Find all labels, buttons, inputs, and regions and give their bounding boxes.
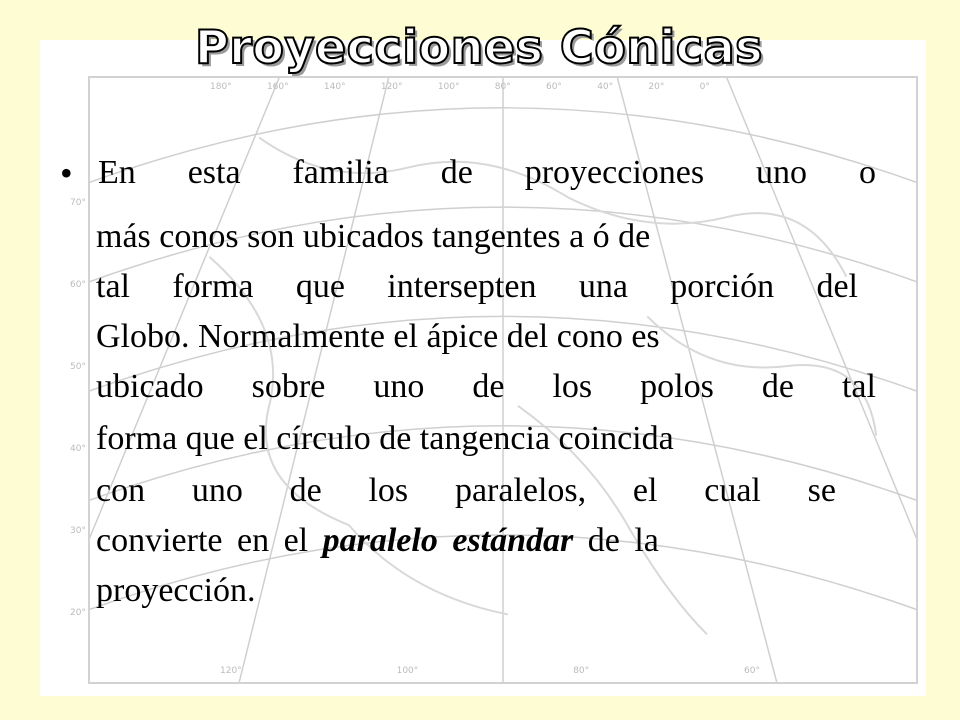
bullet-marker: • [60, 153, 73, 193]
body-line-2: más conos son ubicados tangentes a ó de [96, 218, 651, 255]
body-word: polos [640, 368, 714, 405]
map-bottom-labels [220, 666, 760, 676]
body-text: convierte en el [96, 522, 309, 559]
map-label: 100° [437, 82, 460, 92]
map-label: 120° [220, 666, 242, 676]
body-word: o [858, 154, 876, 191]
body-line-5 [96, 368, 876, 406]
body-word: En [98, 154, 136, 191]
body-word: del [816, 268, 858, 305]
map-label: 180° [210, 82, 232, 92]
body-text: de la [587, 522, 659, 559]
body-word: cual [704, 472, 761, 509]
map-left-labels [70, 198, 86, 618]
body-word: intersepten [387, 268, 537, 305]
body-word: de [472, 368, 505, 405]
body-line-7 [96, 472, 836, 510]
map-label: 20° [70, 608, 86, 618]
body-word: paralelos, [454, 472, 587, 509]
body-word: uno [373, 368, 425, 405]
body-word: de [761, 368, 794, 405]
body-word: se [807, 472, 836, 509]
body-line-4: Globo. Normalmente el ápice del cono es [96, 318, 660, 355]
body-word: sobre [251, 368, 326, 405]
body-word: el [632, 472, 658, 509]
body-line-9: proyección. [96, 572, 256, 609]
map-label: 60° [545, 82, 562, 92]
body-line-8 [96, 522, 659, 560]
body-word: que [295, 268, 345, 305]
emphasis-term: paralelo estándar [322, 522, 574, 559]
body-word: forma [172, 268, 254, 305]
map-label: 50° [70, 362, 86, 372]
body-word: los [552, 368, 593, 405]
slide-title: Proyecciones Cónicas [195, 20, 763, 74]
body-word: proyecciones [524, 154, 705, 191]
body-word: los [368, 472, 409, 509]
body-word: con [96, 472, 146, 509]
body-line-1 [98, 154, 876, 192]
map-label: 70° [70, 198, 86, 208]
body-word: de [289, 472, 322, 509]
body-word: porción [670, 268, 775, 305]
body-word: ubicado [96, 368, 204, 405]
map-label: 40° [597, 82, 614, 92]
body-word: de [440, 154, 473, 191]
map-label: 20° [648, 82, 665, 92]
map-label: 60° [744, 666, 760, 676]
body-word: uno [191, 472, 243, 509]
map-label: 40° [70, 444, 86, 454]
body-word: tal [96, 268, 130, 305]
body-word: esta [187, 154, 241, 191]
body-word: uno [756, 154, 808, 191]
map-label: 160° [266, 82, 289, 92]
body-line-6: forma que el círculo de tangencia coincida [96, 420, 674, 457]
body-word: una [578, 268, 628, 305]
map-label: 80° [573, 666, 590, 676]
body-line-3 [96, 268, 858, 306]
map-label: 100° [396, 666, 419, 676]
body-word: tal [841, 368, 876, 405]
map-label: 0° [699, 82, 710, 92]
map-top-labels [210, 82, 710, 92]
body-word: familia [292, 154, 389, 191]
map-label: 120° [380, 82, 403, 92]
map-label: 80° [494, 82, 511, 92]
map-label: 140° [323, 82, 346, 92]
map-label: 30° [70, 526, 86, 536]
map-label: 60° [70, 280, 86, 290]
